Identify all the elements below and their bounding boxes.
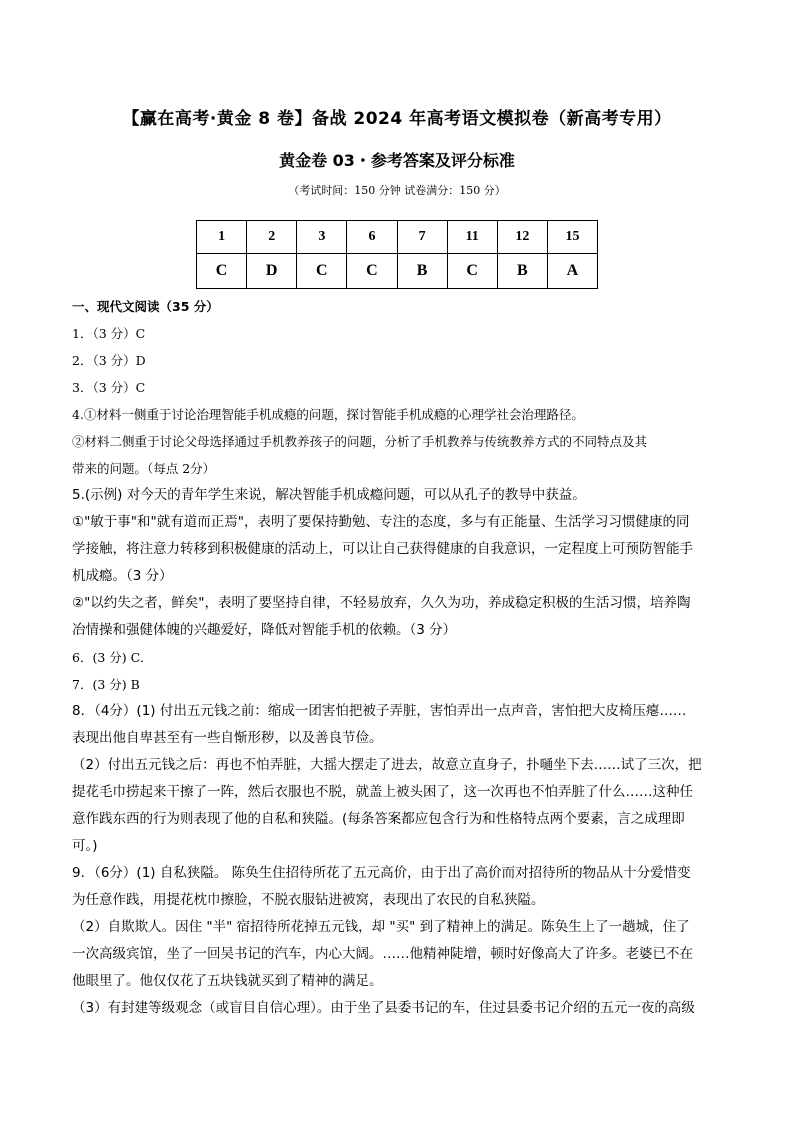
answer-line: 意作践东西的行为则表现了他的自私和狭隘。(每条答案都应包含行为和性格特点两个要素，言之成理即	[72, 811, 685, 827]
question-number-cell: 12	[497, 221, 547, 254]
answer-line: 提花毛巾捞起来干擦了一阵，然后衣服也不脱，就盖上被头困了，这一次再也不怕弄脏了什么……这种任	[72, 784, 693, 800]
answer-line: 一次高级宾馆，坐了一回吴书记的汽车，内心大阔。……他精神陡增，顿时好像高大了许多。老婆已不在	[72, 946, 693, 962]
answer-line: （2）自欺欺人。因住 "半" 宿招待所花掉五元钱，却 "买" 到了精神上的满足。陈奂生上了一趟城，住了	[72, 919, 690, 935]
question-number-cell: 7	[397, 221, 447, 254]
answer-row	[197, 254, 598, 289]
answer-line: 为任意作践，用提花枕巾擦脸，不脱衣服钻进被窝，表现出了农民的自私狭隘。	[72, 892, 545, 908]
answer-line: 他眼里了。他仅仅花了五块钱就买到了精神的满足。	[72, 973, 383, 989]
answer-line: 表现出他自卑甚至有一些自惭形秽，以及善良节俭。	[72, 730, 383, 746]
answer-line: 1．（3 分）C	[72, 326, 146, 341]
answer-line: 学接触，将注意力转移到积极健康的活动上，可以让自己获得健康的自我意识，一定程度上可预防智能手	[72, 541, 693, 557]
answer-cell: C	[447, 254, 497, 289]
question-number-cell: 15	[547, 221, 597, 254]
answer-line: 8．（4分）(1) 付出五元钱之前：缩成一团害怕把被子弄脏，害怕弄出一点声音，害怕把大皮椅压瘪……	[72, 703, 687, 719]
question-number-cell: 1	[197, 221, 247, 254]
question-number-cell: 2	[247, 221, 297, 254]
document-title: 【赢在高考·黄金 8 卷】备战 2024 年高考语文模拟卷（新高考专用）	[122, 109, 672, 129]
exam-info: （考试时间：150 分钟 试卷满分：150 分）	[288, 184, 506, 197]
answer-line: 机成瘾。（3 分）	[72, 568, 173, 584]
document-subtitle: 黄金卷 03・参考答案及评分标准	[279, 151, 515, 170]
answer-line: 4.①材料一侧重于讨论治理智能手机成瘾的问题，探讨智能手机成瘾的心理学社会治理路径。	[72, 407, 584, 422]
answer-line: ②"以约失之者，鲜矣"，表明了要坚持自律，不轻易放弃，久久为功，养成稳定积极的生活习惯，培养陶	[72, 595, 691, 611]
answer-line: 7．(3 分) B	[72, 677, 140, 692]
question-number-row	[197, 221, 598, 254]
answer-line: 2．（3 分）D	[72, 353, 146, 368]
question-number-cell: 3	[297, 221, 347, 254]
answer-cell: C	[197, 254, 247, 289]
answer-line: 3．（3 分）C	[72, 380, 146, 395]
answer-line: （3）有封建等级观念（或盲目自信心理）。由于坐了县委书记的车，住过县委书记介绍的五元一夜的高级	[72, 1000, 695, 1016]
answer-line: 9．（6分）(1) 自私狭隘。 陈奂生住招待所花了五元高价，由于出了高价而对招待所的物品从十分爱惜变	[72, 865, 691, 881]
question-number-cell: 6	[347, 221, 397, 254]
answer-line: 5.(示例) 对今天的青年学生来说，解决智能手机成瘾问题，可以从孔子的教导中获益。	[72, 487, 586, 503]
answer-cell: A	[547, 254, 597, 289]
answer-cell: B	[497, 254, 547, 289]
question-number-cell: 11	[447, 221, 497, 254]
answer-line: 带来的问题。（每点 2分）	[72, 461, 216, 476]
answer-line: 可。)	[72, 838, 98, 854]
answer-line: （2）付出五元钱之后：再也不怕弄脏，大摇大摆走了进去，故意立直身子，扑嗵坐下去……试了三次，把	[72, 757, 702, 773]
answer-line: ①"敏于事"和"就有道而正焉"，表明了要保持勤勉、专注的态度，多与有正能量、生活学习习惯健康的同	[72, 514, 690, 530]
answer-table	[196, 220, 598, 289]
answer-line: 冶情操和强健体魄的兴趣爱好，降低对智能手机的依赖。（3 分）	[72, 622, 457, 638]
answer-line: ②材料二侧重于讨论父母选择通过手机教养孩子的问题，分析了手机教养与传统教养方式的不同特点及其	[72, 434, 648, 449]
section-heading: 一、现代文阅读（35 分）	[72, 299, 219, 314]
answer-cell: D	[247, 254, 297, 289]
answer-cell: B	[397, 254, 447, 289]
answer-body	[72, 296, 737, 1022]
answer-cell: C	[347, 254, 397, 289]
answer-cell: C	[297, 254, 347, 289]
answer-line: 6．(3 分) C．	[72, 650, 153, 665]
